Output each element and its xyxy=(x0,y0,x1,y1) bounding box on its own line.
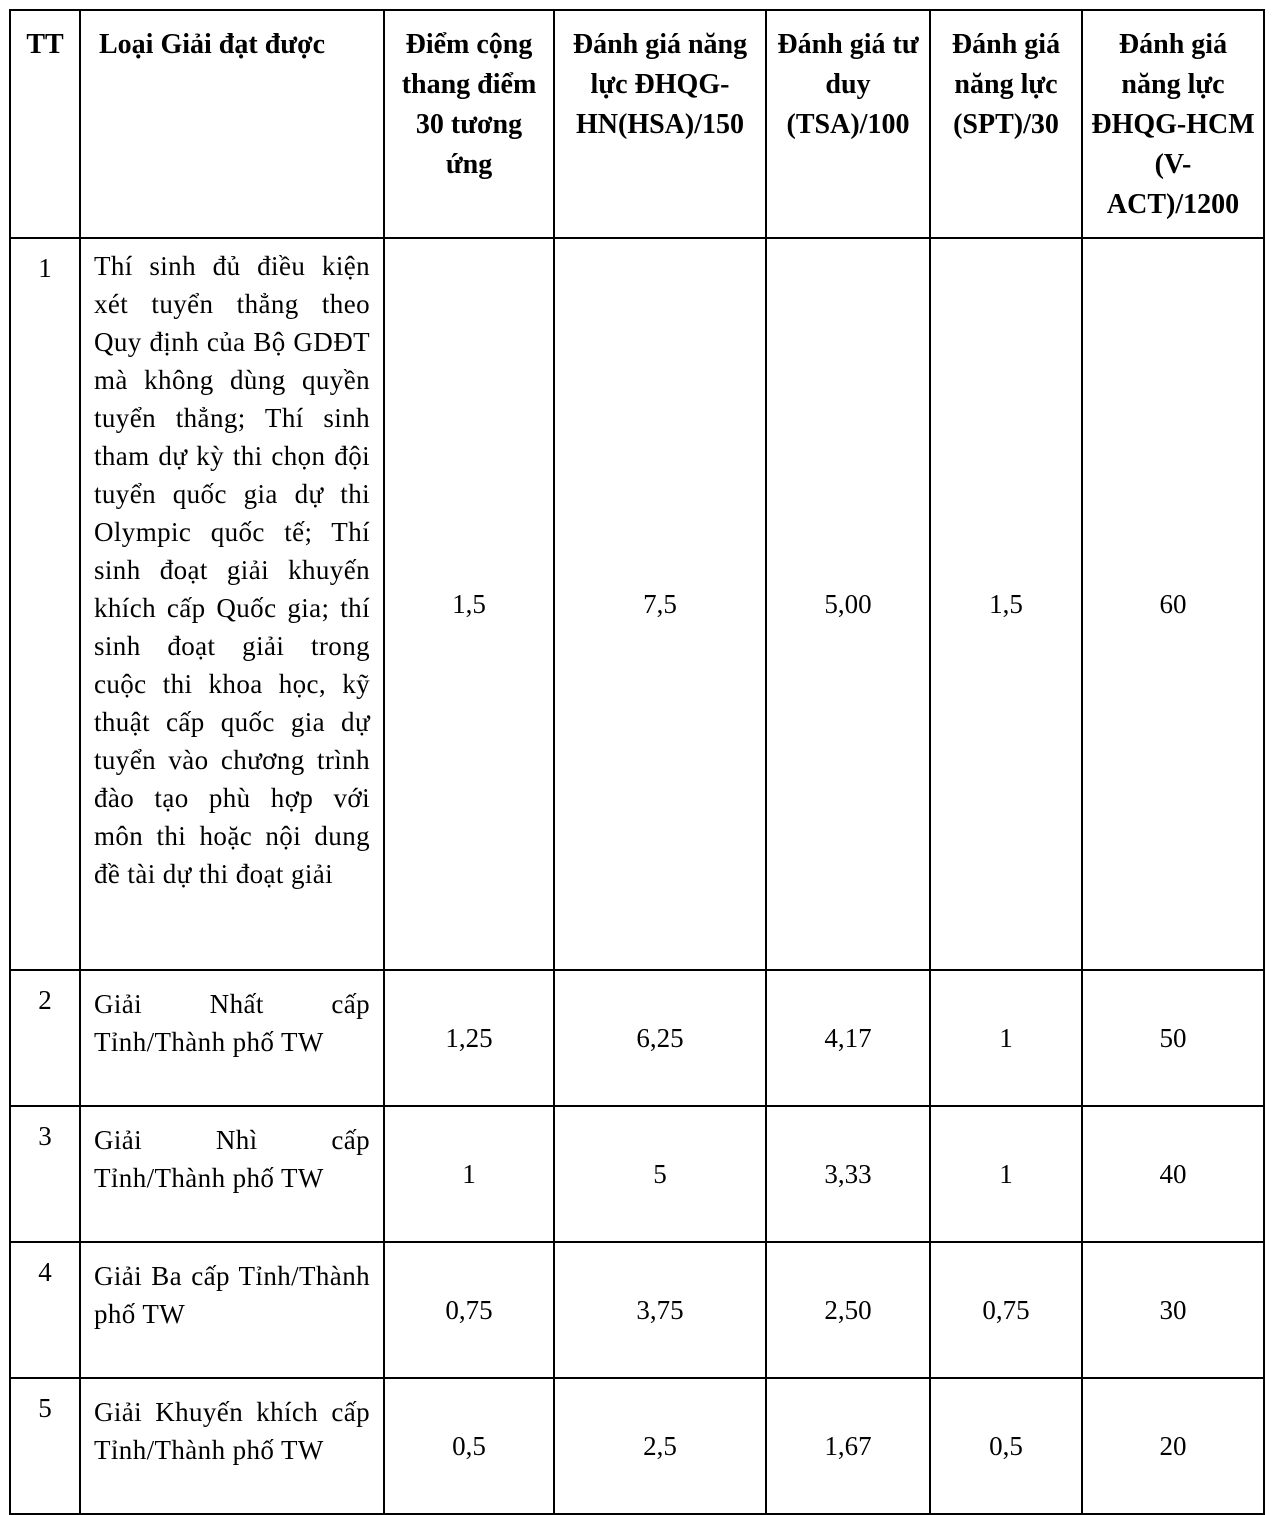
cell-tt: 5 xyxy=(10,1378,80,1514)
cell-award: Giải Khuyến khích cấp Tỉnh/Thành phố TW xyxy=(80,1378,384,1514)
cell-points30: 1,5 xyxy=(384,238,554,970)
cell-vact: 20 xyxy=(1082,1378,1264,1514)
cell-points30: 1 xyxy=(384,1106,554,1242)
header-row xyxy=(10,10,1264,238)
cell-award: Thí sinh đủ điều kiện xét tuyển thẳng theo Quy định của Bộ GDĐT mà không dùng quyền tuyển thẳng; Thí sinh tham dự kỳ thi chọn đội tuyển quốc gia dự thi Olympic quốc tế; Thí sinh đoạt giải khuyến khích cấp Quốc gia; thí sinh đoạt giải trong cuộc thi khoa học, kỹ thuật cấp quốc gia dự tuyển vào chương trình đào tạo phù hợp với môn thi hoặc nội dung đề tài dự thi đoạt giải xyxy=(80,238,384,970)
cell-award: Giải Ba cấp Tỉnh/Thành phố TW xyxy=(80,1242,384,1378)
cell-tt: 3 xyxy=(10,1106,80,1242)
cell-spt: 1 xyxy=(930,970,1082,1106)
header-tt: TT xyxy=(10,10,80,238)
header-vact: Đánh giá năng lực ĐHQG-HCM (V-ACT)/1200 xyxy=(1082,10,1264,238)
cell-tsa: 3,33 xyxy=(766,1106,930,1242)
table-row xyxy=(10,1378,1264,1514)
cell-spt: 0,5 xyxy=(930,1378,1082,1514)
cell-vact: 30 xyxy=(1082,1242,1264,1378)
header-award-type: Loại Giải đạt được xyxy=(80,10,384,238)
cell-hsa: 3,75 xyxy=(554,1242,766,1378)
cell-award: Giải Nhì cấp Tỉnh/Thành phố TW xyxy=(80,1106,384,1242)
table-row xyxy=(10,1106,1264,1242)
cell-points30: 0,5 xyxy=(384,1378,554,1514)
cell-hsa: 5 xyxy=(554,1106,766,1242)
table-row xyxy=(10,1242,1264,1378)
cell-tsa: 5,00 xyxy=(766,238,930,970)
cell-tt: 1 xyxy=(10,238,80,970)
award-points-table xyxy=(9,9,1265,1515)
cell-tsa: 2,50 xyxy=(766,1242,930,1378)
cell-vact: 60 xyxy=(1082,238,1264,970)
cell-tt: 2 xyxy=(10,970,80,1106)
header-points-30: Điểm cộng thang điểm 30 tương ứng xyxy=(384,10,554,238)
header-tsa: Đánh giá tư duy (TSA)/100 xyxy=(766,10,930,238)
cell-tsa: 1,67 xyxy=(766,1378,930,1514)
cell-tsa: 4,17 xyxy=(766,970,930,1106)
cell-vact: 40 xyxy=(1082,1106,1264,1242)
cell-spt: 1,5 xyxy=(930,238,1082,970)
cell-points30: 1,25 xyxy=(384,970,554,1106)
table-row xyxy=(10,970,1264,1106)
cell-award: Giải Nhất cấp Tỉnh/Thành phố TW xyxy=(80,970,384,1106)
header-hsa: Đánh giá năng lực ĐHQG-HN(HSA)/150 xyxy=(554,10,766,238)
cell-tt: 4 xyxy=(10,1242,80,1378)
cell-vact: 50 xyxy=(1082,970,1264,1106)
cell-hsa: 6,25 xyxy=(554,970,766,1106)
cell-points30: 0,75 xyxy=(384,1242,554,1378)
cell-hsa: 2,5 xyxy=(554,1378,766,1514)
cell-spt: 1 xyxy=(930,1106,1082,1242)
table-row xyxy=(10,238,1264,970)
cell-hsa: 7,5 xyxy=(554,238,766,970)
cell-spt: 0,75 xyxy=(930,1242,1082,1378)
header-spt: Đánh giá năng lực (SPT)/30 xyxy=(930,10,1082,238)
